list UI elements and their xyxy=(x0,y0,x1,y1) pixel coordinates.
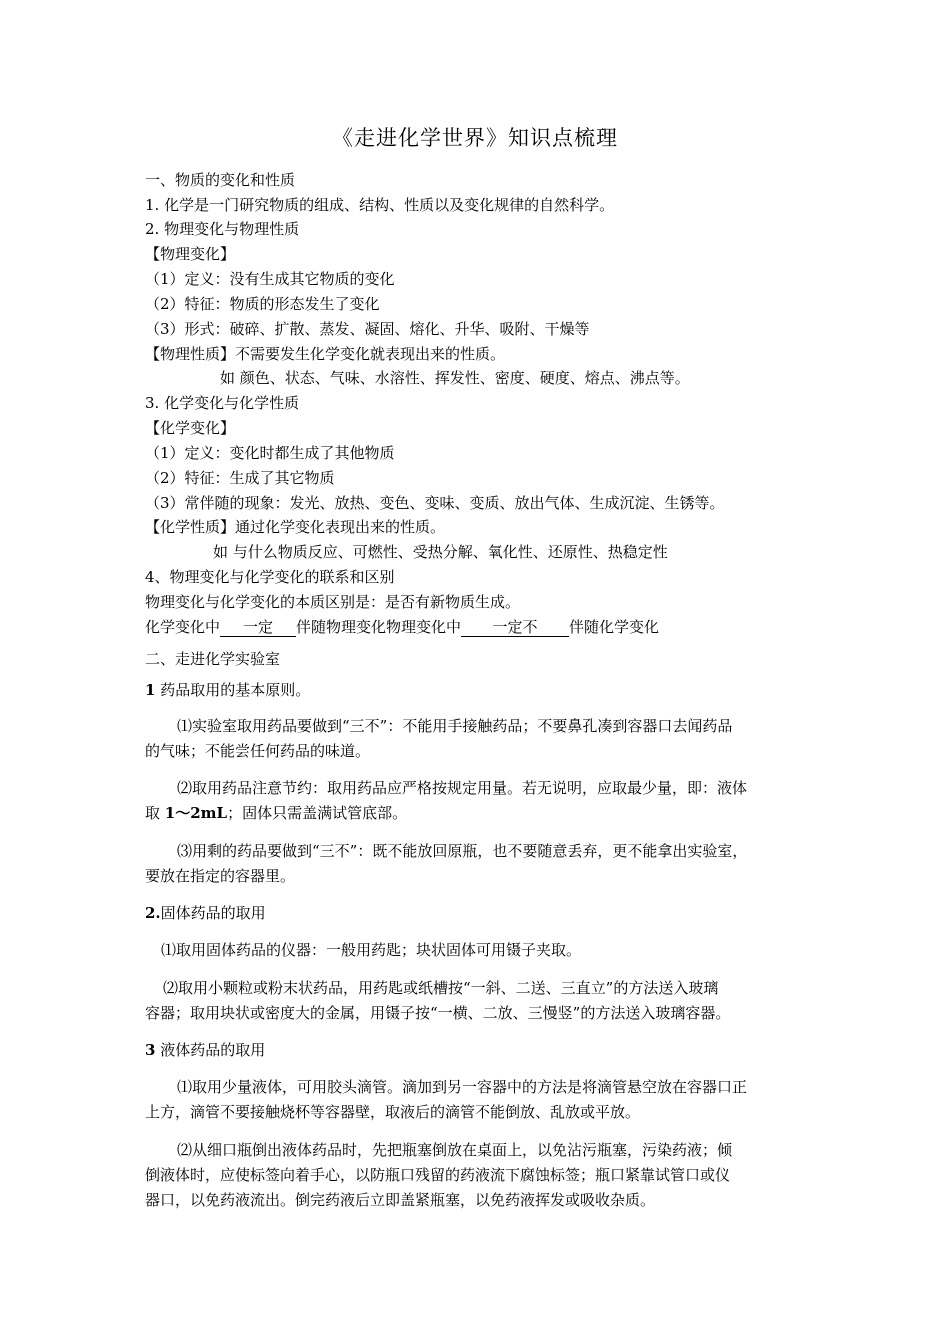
section-2-heading: 二、走进化学实验室 xyxy=(145,650,281,668)
rule-3-line-2: 要放在指定的容器里。 xyxy=(145,867,296,885)
rule-1-line-1: ⑴实验室取用药品要做到“三不”：不能用手接触药品；不要鼻孔凑到容器口去闻药品 xyxy=(177,717,733,735)
physical-change-definition: （1）定义：没有生成其它物质的变化 xyxy=(145,270,395,288)
liquid-rule-1-line-2: 上方，滴管不要接触烧杯等容器壁，取液后的滴管不能倒放、乱放或平放。 xyxy=(145,1103,641,1121)
liquid-rule-1-line-1: ⑴取用少量液体，可用胶头滴管。滴加到另一容器中的方法是将滴管悬空放在容器口正 xyxy=(177,1078,748,1096)
subsection-1-heading: 1 药品取用的基本原则。 xyxy=(145,681,311,699)
paragraph-2-heading: 2. 物理变化与物理性质 xyxy=(145,220,300,238)
liquid-rule-2-line-3: 器口，以免药液流出。倒完药液后立即盖紧瓶塞，以免药液挥发或吸收杂质。 xyxy=(145,1191,656,1209)
fill-blank-1: 一定 xyxy=(220,618,296,637)
chemical-property-examples: 如 与什么物质反应、可燃性、受热分解、氧化性、还原性、热稳定性 xyxy=(213,543,668,561)
chemical-property: 【化学性质】通过化学变化表现出来的性质。 xyxy=(145,518,446,536)
physical-property-examples: 如 颜色、状态、气味、水溶性、挥发性、密度、硬度、熔点、沸点等。 xyxy=(220,369,690,387)
essential-difference: 物理变化与化学变化的本质区别是：是否有新物质生成。 xyxy=(145,593,521,611)
relation-text-a: 化学变化中 xyxy=(145,618,221,636)
paragraph-3-heading: 3. 化学变化与化学性质 xyxy=(145,394,300,412)
solid-rule-2-line-2: 容器；取用块状或密度大的金属，用镊子按“一横、二放、三慢竖”的方法送入玻璃容器。 xyxy=(145,1004,731,1022)
paragraph-4-heading: 4、物理变化与化学变化的联系和区别 xyxy=(145,568,395,586)
paragraph-1: 1. 化学是一门研究物质的组成、结构、性质以及变化规律的自然科学。 xyxy=(145,196,615,214)
relation-text-b: 伴随物理变化物理变化中 xyxy=(296,618,462,636)
rule-3-line-1: ⑶用剩的药品要做到“三不”：既不能放回原瓶，也不要随意丢弃，更不能拿出实验室， xyxy=(177,842,748,860)
rule-2-line-1: ⑵取用药品注意节约：取用药品应严格按规定用量。若无说明，应取最少量，即：液体 xyxy=(177,779,748,797)
fill-blank-2: 一定不 xyxy=(461,618,569,637)
relation-line xyxy=(145,617,659,637)
page-title: 《走进化学世界》知识点梳理 xyxy=(332,126,618,150)
physical-change-feature: （2）特征：物质的形态发生了变化 xyxy=(145,295,380,313)
subsection-2-heading: 2.固体药品的取用 xyxy=(145,904,266,922)
solid-rule-2-line-1: ⑵取用小颗粒或粉末状药品，用药匙或纸槽按“一斜、二送、三直立”的方法送入玻璃 xyxy=(163,979,719,997)
liquid-rule-2-line-1: ⑵从细口瓶倒出液体药品时，先把瓶塞倒放在桌面上，以免沾污瓶塞，污染药液；倾 xyxy=(177,1141,733,1159)
subsection-3-heading: 3 液体药品的取用 xyxy=(145,1041,266,1059)
chemical-change-feature: （2）特征：生成了其它物质 xyxy=(145,469,335,487)
chemical-change-definition: （1）定义：变化时都生成了其他物质 xyxy=(145,444,395,462)
rule-1-line-2: 的气味；不能尝任何药品的味道。 xyxy=(145,742,371,760)
physical-change-forms: （3）形式：破碎、扩散、蒸发、凝固、熔化、升华、吸附、干燥等 xyxy=(145,320,590,338)
solid-rule-1: ⑴取用固体药品的仪器：一般用药匙；块状固体可用镊子夹取。 xyxy=(161,941,582,959)
liquid-rule-2-line-2: 倒液体时，应使标签向着手心，以防瓶口残留的药液流下腐蚀标签；瓶口紧靠试管口或仪 xyxy=(145,1166,731,1184)
section-1-heading: 一、物质的变化和性质 xyxy=(145,171,296,189)
physical-property: 【物理性质】不需要发生化学变化就表现出来的性质。 xyxy=(145,345,506,363)
chemical-change-tag: 【化学变化】 xyxy=(145,419,236,437)
chemical-change-phenomena: （3）常伴随的现象：发光、放热、变色、变味、变质、放出气体、生成沉淀、生锈等。 xyxy=(145,494,725,512)
rule-2-line-2: 取 1～2mL；固体只需盖满试管底部。 xyxy=(145,804,408,822)
physical-change-tag: 【物理变化】 xyxy=(145,245,236,263)
relation-text-c: 伴随化学变化 xyxy=(569,618,660,636)
